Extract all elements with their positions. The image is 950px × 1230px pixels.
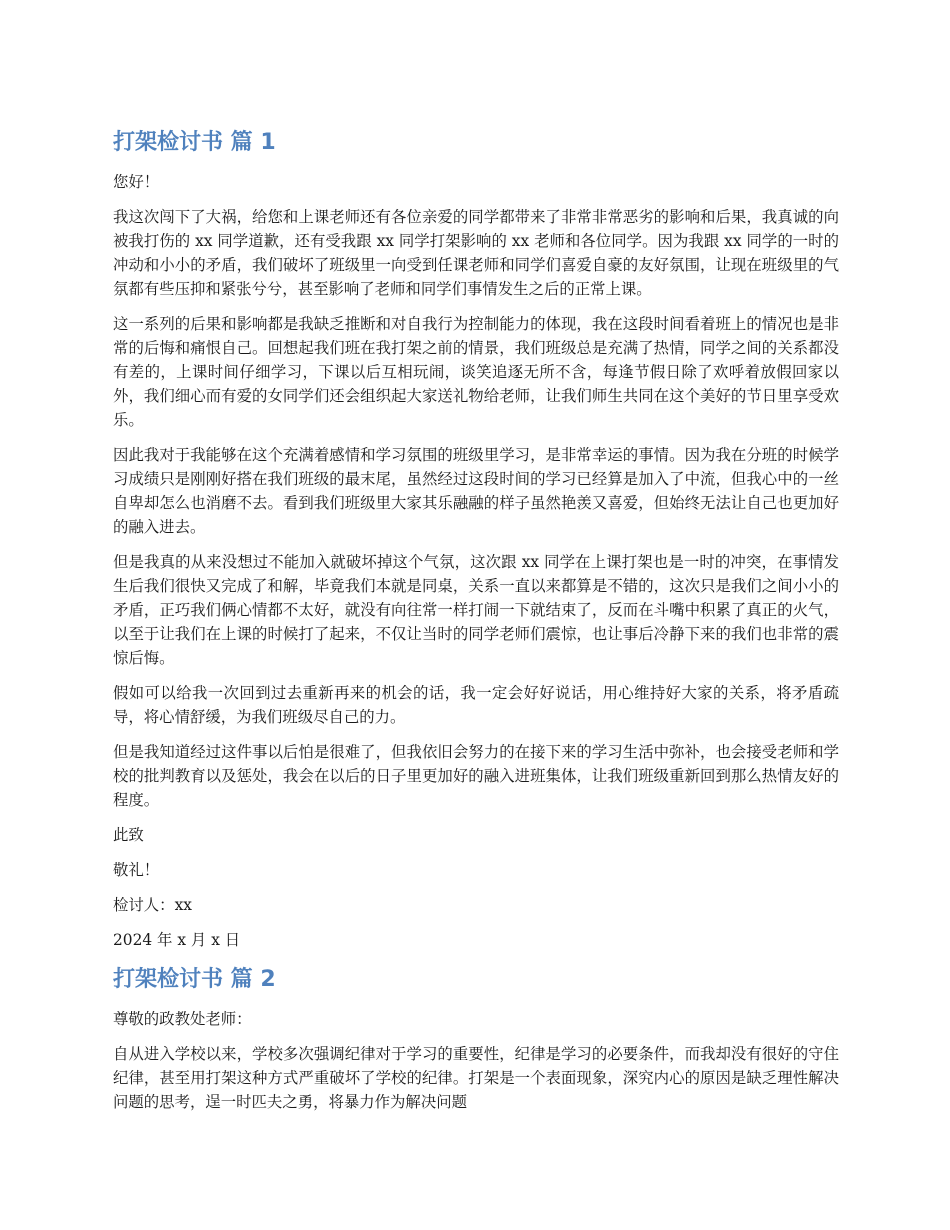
signature-line: 检讨人：xx [113,896,192,914]
body-paragraph: 但是我真的从来没想过不能加入就破坏掉这个气氛，这次跟 xx 同学在上课打架也是一时的冲突，在事情发生后我们很快又完成了和解，毕竟我们本就是同桌，关系一直以来都算是不错的，这次只是我们之间小小的矛盾，正巧我们俩心情都不太好，就没有向往常一样打闹一下就结束了，反而在斗嘴中积累了真正的火气，以至于让我们在上课的时候打了起来，不仅让当时的同学老师们震惊，也让事后冷静下来的我们也非常的震惊后悔。 [113,553,839,667]
body-paragraph: 但是我知道经过这件事以后怕是很难了，但我依旧会努力的在接下来的学习生活中弥补，也会接受老师和学校的批判教育以及惩处，我会在以后的日子里更加好的融入进班集体，让我们班级重新回到那么热情友好的程度。 [113,743,839,809]
body-paragraph: 这一系列的后果和影响都是我缺乏推断和对自我行为控制能力的体现，我在这段时间看着班上的情况也是非常的后悔和痛恨自己。回想起我们班在我打架之前的情景，我们班级总是充满了热情，同学之间的关系都没有差的，上课时间仔细学习，下课以后互相玩闹，谈笑追逐无所不含，每逢节假日除了欢呼着放假回家以外，我们细心而有爱的女同学们还会组织起大家送礼物给老师，让我们师生共同在这个美好的节日里享受欢乐。 [113,315,839,429]
section-body [113,1007,839,1114]
body-paragraph: 因此我对于我能够在这个充满着感情和学习氛围的班级里学习，是非常幸运的事情。因为我在分班的时候学习成绩只是刚刚好搭在我们班级的最末尾，虽然经过这段时间的学习已经算是加入了中流，但我心中的一丝自卑却怎么也消磨不去。看到我们班级里大家其乐融融的样子虽然艳羡又喜爱，但始终无法让自己也更加好的融入进去。 [113,446,839,536]
date-line: 2024 年 x 月 x 日 [113,931,241,949]
document-page [113,126,839,1125]
section-body [113,170,839,952]
section-heading: 打架检讨书 篇 2 [113,967,276,992]
salutation: 您好！ [113,173,160,191]
salutation: 尊敬的政教处老师： [113,1010,252,1028]
body-paragraph: 我这次闯下了大祸，给您和上课老师还有各位亲爱的同学都带来了非常非常恶劣的影响和后果，我真诚的向被我打伤的 xx 同学道歉，还有受我跟 xx 同学打架影响的 xx 老师和各位同学。因为我跟 xx 同学的一时的冲动和小小的矛盾，我们破坏了班级里一向受到任课老师和同学们喜爱自豪的友好氛围，让现在班级里的气氛都有些压抑和紧张兮兮，甚至影响了老师和同学们事情发生之后的正常上课。 [113,208,839,298]
section-heading: 打架检讨书 篇 1 [113,130,276,155]
body-paragraph: 假如可以给我一次回到过去重新再来的机会的话，我一定会好好说话，用心维持好大家的关系，将矛盾疏导，将心情舒缓，为我们班级尽自己的力。 [113,684,839,726]
body-paragraph: 自从进入学校以来，学校多次强调纪律对于学习的重要性，纪律是学习的必要条件，而我却没有很好的守住纪律，甚至用打架这种方式严重破坏了学校的纪律。打架是一个表面现象，深究内心的原因是缺乏理性解决问题的思考，逞一时匹夫之勇，将暴力作为解决问题 [113,1045,839,1111]
closing-salute: 敬礼！ [113,861,160,879]
closing-line: 此致 [113,826,144,844]
